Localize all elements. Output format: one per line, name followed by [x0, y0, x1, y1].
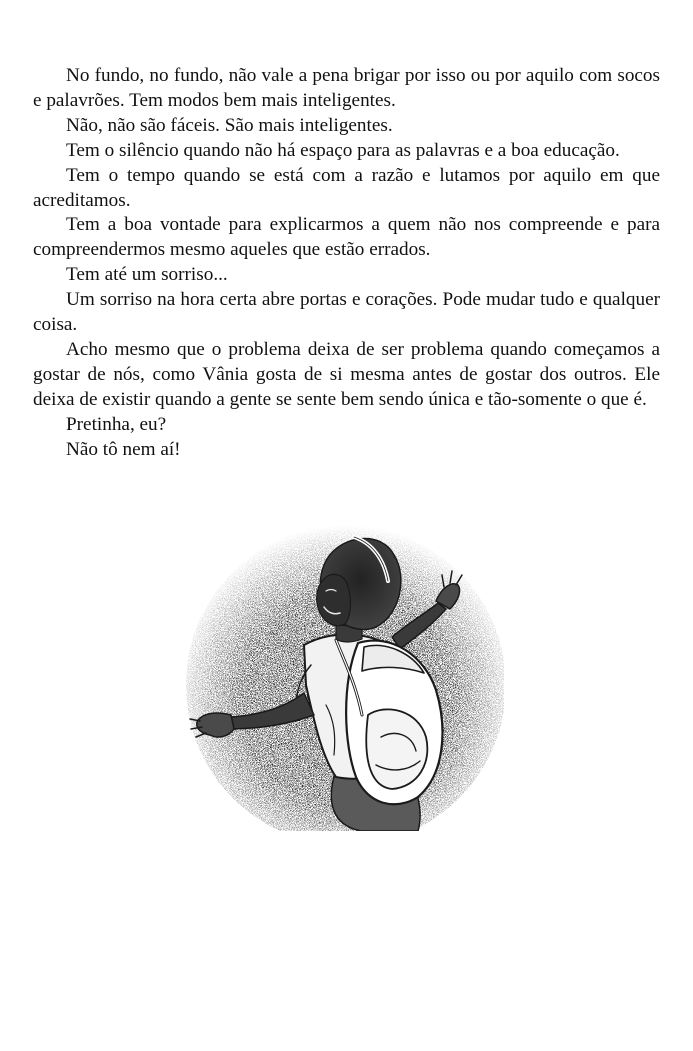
paragraph-3: Tem o silêncio quando não há espaço para as palavras e a boa educação.	[66, 139, 620, 161]
paragraph-10: Não tô nem aí!	[66, 438, 181, 460]
paragraph-6: Tem até um sorriso...	[66, 264, 228, 286]
paragraph-7: Um sorriso na hora certa abre portas e corações. Pode mudar tudo e qualquer coisa.	[33, 289, 660, 336]
paragraph-1: No fundo, no fundo, não vale a pena brigar por isso ou por aquilo com socos e palavrões. Tem modos bem mais inteligentes.	[33, 65, 660, 111]
paragraph-8: Acho mesmo que o problema deixa de ser problema quando começamos a gostar de nós, como Vânia gosta de si mesma antes de gostar dos outros. Ele deixa de existir quando a gente se sente bem sendo única e tão-somente o que é.	[33, 338, 660, 410]
paragraph-5: Tem a boa vontade para explicarmos a quem não nos compreende e para compreendermos mesmo aqueles que estão errados.	[33, 214, 660, 261]
paragraph-4: Tem o tempo quando se está com a razão e lutamos por aquilo em que acreditamos.	[33, 164, 660, 211]
book-page-text	[33, 64, 660, 463]
girl-with-backpack-illustration	[186, 515, 504, 831]
paragraph-2: Não, não são fáceis. São mais inteligentes.	[66, 114, 393, 136]
paragraph-9: Pretinha, eu?	[66, 413, 167, 435]
